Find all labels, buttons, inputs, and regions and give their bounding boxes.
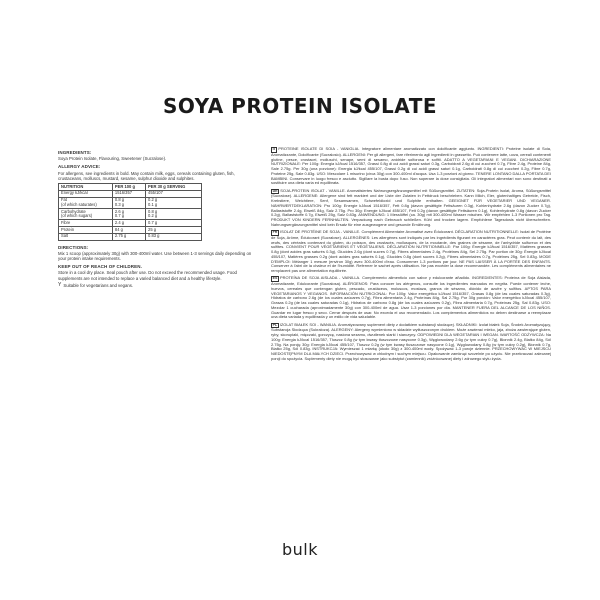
storage-text: Store in a cool dry place. Seal pouch after use. Do not exceed the recommended usage. Food supplements are not intended to replace a varied balanced diet and a healthy lifestyle. [58, 270, 237, 281]
translation-text: IZOLAT BIAŁEK SOI - WANILIA. Aromatyzowany suplement diety z dodatkiem substancji słodzącej. SKŁADNIKI: Izolat białek Soja, Środek Aromatyzujący, Substancja Słodząca (Sukraloza). ALERGENY: Alergeny wymieniono w składzie wytłuszczonym drukiem. Może zawierać mleko, jaja, zboża zawierające gluten, ryby, skorupiaki, mięczaki, gorczycę, nasiona sezamu, dwutlenek siarki i siarczyny. ODPOWIEDNI DLA WEGETARIAN I WEGAN. WARTOŚĆ ODŻYWCZA: Na 100g: Energia kJ/kcal 1516/357, Tłuszcz 0.8g (w tym kwasy tłuszczowe nasycone 0.3g), Węglowodany 2.6g (w tym cukry 0.7g), Błonnik 2.4g, Białko 84g, Sól 2.75g. Na porcję 30g: Energia kJ/kcal 455/107, Tłuszcz 0.2g (w tym kwasy tłuszczowe nasycone 0.1g), Węglowodany 0.8g (w tym cukry 0.2g), Błonnik 0.7g, Białko 25g, Sól 0.83g. INSTRUKCJA: Wymieszać 1 miarkę (około 30g) z 300-400ml wody. Spożywać 1-3 porcje dziennie. PRZECHOWYWAĆ W MIEJSCU NIEDOSTĘPNYM DLA MAŁYCH DZIECI. Przechowywać w chłodnym i suchym miejscu. Opakowanie zamknąć szczelnie po użyciu. Nie przekraczać zalecanej porcji do spożycia. Suplementy diety nie mogą być stosowane jako substytut (zamiennik) zróżnicowanej diety i zdrowego stylu życia. [271, 321, 551, 361]
per-100g-header: PER 100 g [112, 184, 145, 191]
nutrient-name: Protein [59, 227, 113, 234]
per-100g-value: 1516/357 [112, 190, 145, 197]
per-serving-value: 25 g [146, 227, 202, 234]
language-code-badge: ES [272, 276, 278, 281]
language-code-badge: PL [272, 322, 278, 327]
translation-text: SOJA-PROTEIN ISOLAT - VANILLE. Aromatisiertes Nahrungsergänzungsmittel mit Süßungsmittel. ZUTATEN: Soja-Protein Isolat, Aroma, Süßungsmittel (Sucralose). ALLERGENE: Allergene sind fett markiert und der Liste der Zutaten in Fettdruck beschrieben. Kann Milch, Eier, glutenhaltiges Getreide, Fisch, Krebstiere, Weichtiere, Senf, Sesamsamen, Schwefeldioxid und Sulphite enthalten. GEEIGNET FÜR VEGETARIER UND VEGANER. NÄHRWERTDEKLARATION: Pro 100g: Energie kJ/kcal 1516/357, Fett 0.8g (davon gesättigte Fettsäuren 0.3g), Kohlenhydrate 2.6g (davon Zucker 0.7g), Ballaststoffe 2.4g, Eiweiß 84g, Salz 2.75g. Pro 30g: Energie kJ/kcal 455/107, Fett 0.2g (davon gesättigte Fettsäuren 0.1g), Kohlenhydrate 0.8g (davon Zucker 0.2g), Ballaststoffe 0.7g, Eiweiß 25g, Salz 0.83g. ANWENDUNG: 1 Messlöffel (ca. 30g) mit 300-400ml Wasser mischen. Wir empfehlen 1-3 Portionen pro Tag. PRODUKT VON KINDERN FERNHALTEN. Verpackung nach Gebrauch schließen. Kühl und trocken lagern. Empfohlene Tagesdosis nicht überschreiten. Nahrungsergänzungsmittel sind kein Ersatz für eine ausgewogene und gesunde Ernährung. [271, 187, 551, 227]
per-serving-value: 0.8 g 0.2 g [146, 208, 202, 219]
per-100g-value: 2.4 g [112, 220, 145, 227]
ingredients-heading: INGREDIENTS: [58, 150, 92, 155]
translation-block-pl [271, 323, 551, 362]
vegan-text: Suitable for vegetarians and vegans. [63, 282, 134, 288]
nutrient-name: Energy kJ/kcal [59, 190, 113, 197]
translation-block-it [271, 147, 551, 186]
vegan-note [58, 283, 258, 288]
nutrient-name: Fat (of which saturates) [59, 197, 113, 208]
nutrition-row [59, 208, 202, 219]
directions-heading: DIRECTIONS: [58, 244, 89, 250]
nutrient-name: Salt [59, 233, 113, 240]
per-100g-value: 84 g [112, 227, 145, 234]
per-serving-value: 0.7 g [146, 220, 202, 227]
allergy-heading: ALLERGY ADVICE: [58, 164, 101, 170]
language-code-badge: DE [272, 188, 278, 193]
nutrition-header-row [59, 184, 202, 191]
per-100g-value: 0.8 g 0.3 g [112, 197, 145, 208]
per-serving-header: PER 30 g SERVING [146, 184, 202, 191]
translation-text: ISOLAT DE PROTÉINE DE SOJA - VANILLE. Complément Alimentaire Aromatisé avec Édulcorant. DÉCLARATION NUTRITIONNELLE: Isolat de Protéine de Soja, Arôme, Édulcorant (Sucralose). ALLERGÈNES: Les allergènes sont indiqués par les ingrédients figurant en caractères gras. Peut contenir du lait, des œufs, des céréales contenant du gluten, du poisson, des crustacés, mollusques, de la moutarde, des graines de sésame, de l'anhydride sulfureux et des sulfites. CONVIENT POUR VÉGÉTARIENS ET VÉGÉTALIENS. DÉCLARATION NUTRITIONNELLE: Par 100g: Énergie kJ/kcal 1516/357, Matières grasses 0.8g (dont acides gras saturés 0.3g), Glucides 2.6g (dont sucres 0.7g), Fibres alimentaires 2.4g, Protéines 84g, Sel 2.75g. Par portion de 30g: Énergie kJ/kcal 455/107, Matières grasses 0.2g (dont acides gras saturés 0.1g), Glucides 0.8g (dont sucres 0.2g), Fibres alimentaires 0.7g, Protéines 25g, Sel 0.83g. MODE D'EMPLOI: Mélanger 1 mesure (environ 30g) avec 300-400ml d'eau. Consommer 1-3 portions par jour. NE PAS LAISSER À LA PORTÉE DES ENFANTS. Conserver à l'abri de la chaleur et de l'humidité. Refermer le sachet après utilisation. Ne pas excéder la dose recommandée. Les compléments alimentaires ne remplacent pas une alimentation équilibrée. [271, 229, 551, 274]
translation-text: PROTEÍNA DE SOJA AISLADA - VAINILLA. Complemento alimenticio con sabor y edulcorante añadido. INGREDIENTES: Proteína de Soja Aislada, Aromatizante, Edulcorante (Sucralosa). ALÉRGENOS: Para conocer los alérgenos, consulte los ingredientes marcados en negrita. Puede contener leche, huevos, cereales que contengan gluten, pescado, crustáceos, moluscos, mostaza, granos de sésamo, dióxido de azufre y sulfitos. APTOS PARA VEGETARIANOS Y VEGANOS. INFORMACIÓN NUTRICIONAL: Por 100g: Valor energético kJ/kcal 1516/357, Grasas 0.8g (de las cuales saturadas 0.3g), Hidratos de carbono 2.6g (de los cuales azúcares 0.7g), Fibra alimentaria 2.4g, Proteínas 84g, Sal 2.75g. Por 30g porción: Valor energético kJ/kcal 455/107, Grasas 0.2g (de las cuales saturadas 0.1g), Hidratos de carbono 0.8g (de los cuales azúcares 0.2g), Fibra alimentaria 0.7g, Proteínas 25g, Sal 0.83g. USO: Mezclar 1 cucharada (aproximadamente 30g) con 300-400ml de agua. Usar 1-3 porciones por día. MANTENER FUERA DEL ALCANCE DE LOS NIÑOS. Guardar en lugar fresco y seco. Cerrar después de usar. No exceda el uso recomendado. Los complementos alimenticios no deben destinarse a reemplazar una dieta variada y equilibrada y un estilo de vida saludable. [271, 275, 551, 320]
allergy-text: For allergens, see ingredients in bold. May contain milk, eggs, cereals containing gluten, fish, crustaceans, molluscs, mustard, sesame, sulphur dioxide and sulphites. [58, 170, 235, 181]
nutrition-row [59, 220, 202, 227]
translation-block-fr [271, 230, 551, 274]
per-serving-value: 0.2 g 0.1 g [146, 197, 202, 208]
ingredients-text: Soya Protein Isolate, Flavouring, Sweetener (Sucralose). [58, 156, 167, 162]
language-code-badge: IT [272, 147, 276, 151]
per-serving-value: 0.83 g [146, 233, 202, 240]
vegan-leaf-icon: Y [58, 281, 62, 288]
nutrient-name: Carbohydrate (of which sugars) [59, 208, 113, 219]
nutrient-name: Fibre [59, 220, 113, 227]
directions-text: Mix 1 scoop (approximately 30g) with 300-400ml water. Use between 1-3 servings daily depending on your protein intake requirements. [58, 250, 252, 262]
per-serving-value: 455/107 [146, 190, 202, 197]
brand-logo: bulk [281, 540, 318, 559]
per-100g-value: 2.6 g 0.7 g [112, 208, 145, 219]
per-100g-value: 2.75 g [112, 233, 145, 240]
nutrition-header: NUTRITION [59, 184, 113, 191]
translations-column [271, 147, 551, 364]
language-code-badge: FR [272, 230, 278, 235]
nutrition-row [59, 197, 202, 208]
english-label-column [58, 147, 258, 288]
page-title: SOYA PROTEIN ISOLATE [162, 94, 438, 118]
storage-heading: KEEP OUT OF REACH OF CHILDREN. [58, 264, 142, 270]
translation-block-de [271, 189, 551, 228]
nutrition-row [59, 190, 202, 197]
nutrition-table [58, 183, 202, 241]
translation-text: PROTEINE ISOLATE DI SOIA - VANIGLIA. Integratore alimentare aromatizzato con dolcificante aggiunto. INGREDIENTI: Proteine isolate di Soia, Aromatizzante, Dolcificante (Sucralosio). ALLERGENI: Per gli allergeni, fare riferimento agli ingredienti in grassetto. Può contenere latte, uova, cereali contenenti glutine, pesce, crostacei, molluschi, senape, semi di sesamo, anidride solforosa e solfiti. ADATTO A VEGETARIANI E VEGANI. DICHIARAZIONE NUTRIZIONALE: Per 100g: Energia kJ/kcal 1516/357, Grassi 0.8g di cui acidi grassi saturi 0.3g, Carboidrati 2.6g di cui zuccheri 0.7g, Fibre 2.4g, Proteine 84g, Sale 2.75g. Per 30g (una porzione): Energia kJ/kcal 455/107, Grassi 0.2g di cui acidi grassi saturi 0.1g, Carboidrati 0.8g di cui zuccheri 0.2g, Fibre 0.7g, Proteine 25g, Sale 0.83g. USO: Mescolare 1 misurino (circa 30g) con 300-400ml d'acqua. Usa 1-3 porzioni al giorno. TENERE LONTANO DALLA PORTATA DEI BAMBINI. Conservare in luogo fresco e asciutto. Sigillare la busta dopo l'uso. Non superare la dose consigliata. Gli integratori alimentari non sono destinati a sostituire una dieta varia ed equilibrata. [271, 146, 551, 186]
nutrition-row [59, 227, 202, 234]
translation-block-es [271, 276, 551, 320]
nutrition-row [59, 233, 202, 240]
